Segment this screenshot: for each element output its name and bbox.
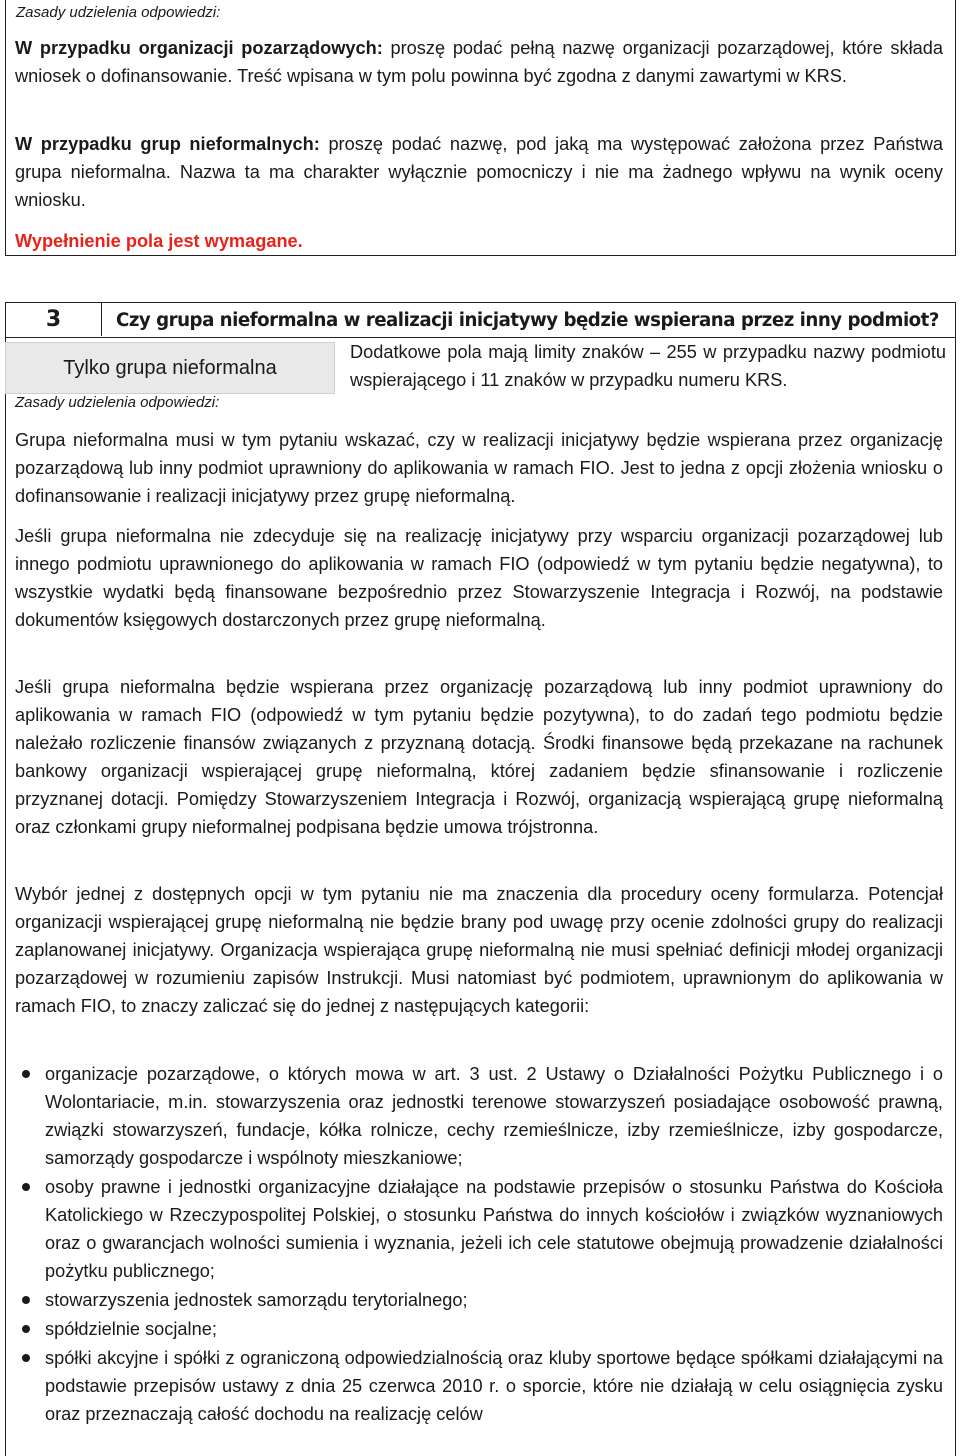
list-item-text: spółdzielnie socjalne;	[45, 1319, 217, 1339]
list-item-text: osoby prawne i jednostki organizacyjne działające na podstawie przepisów o stosunku Państwa do Kościoła Katolickiego w Rzeczypospolitej Polskiej, o stosunku Państwa do innych kościołów i związków wyznaniowych oraz o gwarancjach wolności sumienia i wyznania, jeżeli ich cele statutowe obejmują prowadzenie działalności pożytku publicznego;	[45, 1177, 943, 1281]
list-item-text: organizacje pozarządowe, o których mowa w art. 3 ust. 2 Ustawy o Działalności Pożytku Publicznego i o Wolontariacie, m.in. stowarzyszenia oraz jednostki terenowe stowarzyszeń posiadające osobowość prawną, związki stowarzyszeń, fundacje, kółka rolnicze, cechy rzemieślnicze, izby rzemieślnicze, izby gospodarcze, samorządy gospodarcze i wspólnoty mieszkaniowe;	[45, 1064, 943, 1168]
bullet-icon	[22, 1296, 30, 1304]
list-item-text: stowarzyszenia jednostek samorządu terytorialnego;	[45, 1290, 468, 1310]
character-limit-note: Dodatkowe pola mają limity znaków – 255 w przypadku nazwy podmiotu wspierającego i 11 znaków w przypadku numeru KRS.	[350, 342, 946, 390]
informal-text: proszę podać nazwę, pod jaką ma występować założona przez Państwa grupa nieformalna. Nazwa ta ma charakter wyłącznie pomocniczy i nie ma żadnego wpływu na wynik oceny wniosku.	[15, 134, 944, 210]
question-text: Czy grupa nieformalna w realizacji inicjatywy będzie wspierana przez inny podmiot?	[116, 310, 939, 331]
list-item	[15, 1173, 943, 1285]
paragraph: Jeśli grupa nieformalna nie zdecyduje się na realizację inicjatywy przy wsparciu organizacji pozarządowej lub innego podmiotu uprawnionego do aplikowania w ramach FIO (odpowiedź w tym pytaniu będzie negatywna), to wszystkie wydatki będą finansowane bezpośrednio przez Stowarzyszenie Integracja i Rozwój, na podstawie dokumentów księgowych dostarczonych przez grupę nieformalną.	[15, 526, 943, 630]
ngo-text: proszę podać pełną nazwę organizacji pozarządowej, które składa wniosek o dofinansowanie. Treść wpisana w tym polu powinna być zgodna z danymi zawartymi w KRS.	[15, 38, 944, 86]
question-number: 3	[6, 303, 102, 336]
ngo-heading: W przypadku organizacji pozarządowych:	[15, 38, 383, 58]
bullet-icon	[22, 1183, 30, 1191]
bullet-icon	[22, 1070, 30, 1078]
applicability-tag: Tylko grupa nieformalna	[5, 342, 335, 394]
paragraph: Grupa nieformalna musi w tym pytaniu wskazać, czy w realizacji inicjatywy będzie wspierana przez organizację pozarządową lub inny podmiot uprawniony do aplikowania w ramach FIO. Jest to jedna z opcji złożenia wniosku o dofinansowanie i realizacji inicjatywy przez grupę nieformalną.	[15, 430, 943, 506]
list-item	[15, 1286, 943, 1314]
eligible-entities-list	[15, 1060, 943, 1429]
list-item	[15, 1315, 943, 1343]
informal-heading: W przypadku grup nieformalnych:	[15, 134, 320, 154]
rules-paragraph-informal	[15, 130, 943, 214]
rules-paragraph-ngo	[15, 34, 943, 90]
paragraph: Wybór jednej z dostępnych opcji w tym pytaniu nie ma znaczenia dla procedury oceny formularza. Potencjał organizacji wspierającej grupę nieformalną nie będzie brany pod uwagę przy ocenie zdolności grupy do realizacji zaplanowanej inicjatywy. Organizacja wspierająca grupę nieformalną nie musi spełniać definicji młodej organizacji pozarządowej w rozumieniu zapisów Instrukcji. Musi natomiast być podmiotem, uprawnionym do aplikowania w ramach FIO, to znaczy zaliczać się do jednej z następujących kategorii:	[15, 884, 943, 1016]
paragraph: Jeśli grupa nieformalna będzie wspierana przez organizację pozarządową lub inny podmiot uprawniony do aplikowania w ramach FIO (odpowiedź w tym pytaniu będzie pozytywna), to do zadań tego podmiotu będzie należało rozliczenie finansów związanych z przyznaną dotacją. Środki finansowe będą przekazane na rachunek bankowy organizacji wspierającej grupę nieformalną, której zadaniem będzie sfinansowanie i rozliczenie przyznanej dotacji. Pomiędzy Stowarzyszeniem Integracja i Rozwój, organizacją wspierającą grupę nieformalną oraz członkami grupy nieformalnej podpisana będzie umowa trójstronna.	[15, 677, 943, 837]
rules-label-2: Zasady udzielenia odpowiedzi:	[15, 394, 220, 411]
list-item	[15, 1060, 943, 1172]
bullet-icon	[22, 1325, 30, 1333]
required-notice: Wypełnienie pola jest wymagane.	[15, 231, 303, 251]
list-item-text: spółki akcyjne i spółki z ograniczoną odpowiedzialnością oraz kluby sportowe będące spółkami działającymi na podstawie przepisów ustawy z dnia 25 czerwca 2010 r. o sporcie, które nie działają w celu osiągnięcia zysku oraz przeznaczają całość dochodu na realizację celów	[45, 1348, 943, 1424]
bullet-icon	[22, 1354, 30, 1362]
rules-label: Zasady udzielenia odpowiedzi:	[16, 4, 221, 21]
list-item	[15, 1344, 943, 1428]
question-row	[5, 302, 956, 338]
